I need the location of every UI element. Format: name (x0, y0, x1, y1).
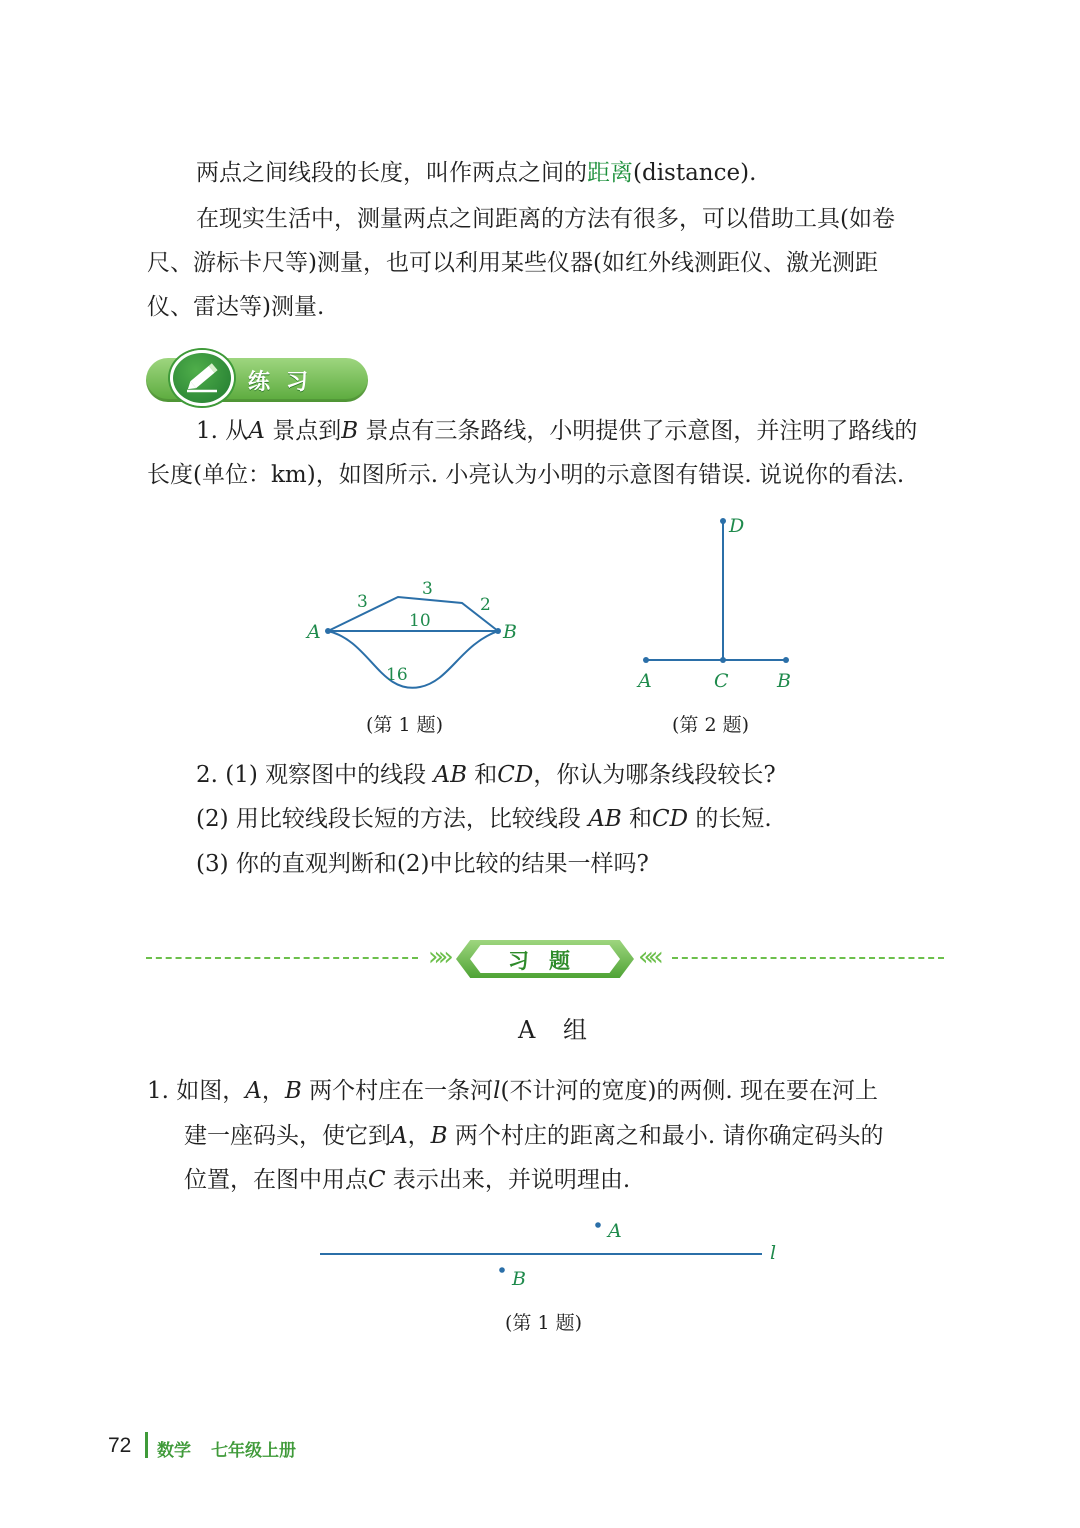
segment-label: AB (588, 806, 622, 832)
label-a: A (307, 621, 321, 643)
practice-q1-line2: 长度(单位：km)，如图所示. 小亮认为小明的示意图有错误. 说说你的看法. (147, 462, 905, 488)
text: 1. 从 (196, 418, 249, 444)
text: 1. 如图， (147, 1078, 246, 1104)
page-number: 72 (108, 1434, 132, 1457)
segment-label: CD (497, 762, 534, 788)
practice-q2-part1 (196, 760, 776, 790)
divider-left (146, 957, 418, 959)
footer-book-title: 七年级上册 (211, 1441, 296, 1461)
paragraph-line-1: 在现实生活中，测量两点之间距离的方法有很多，可以借助工具(如卷 (196, 206, 895, 232)
text: 表示出来，并说明理由. (385, 1167, 631, 1193)
pencil-icon (170, 350, 234, 406)
village-a-dot (595, 1222, 601, 1228)
point-a-dot (325, 628, 331, 634)
text: 位置，在图中用点 (184, 1167, 368, 1193)
footer-subject: 数学 (157, 1441, 191, 1461)
text: ，你认为哪条线段较长? (533, 762, 776, 788)
practice-q2-part3: (3) 你的直观判断和(2)中比较的结果一样吗? (196, 851, 649, 877)
label-b: B (512, 1268, 526, 1290)
point-b-dot (495, 628, 501, 634)
label-c: C (714, 670, 729, 692)
figure-river (310, 1212, 800, 1297)
figure-routes (290, 565, 540, 700)
paragraph-line-2: 尺、游标卡尺等)测量，也可以利用某些仪器(如红外线测距仪、激光测距 (147, 250, 878, 276)
segment-label: CD (652, 806, 689, 832)
length-seg2: 3 (422, 579, 433, 599)
definition-english: (distance). (633, 160, 757, 186)
key-term-distance: 距离 (587, 160, 633, 186)
text: 和 (621, 806, 653, 832)
text: 景点有三条路线，小明提供了示意图，并注明了路线的 (358, 418, 918, 444)
label-l: l (770, 1242, 777, 1264)
length-curve: 16 (386, 665, 408, 685)
route-curve (328, 631, 498, 688)
text: 两个村庄在一条河 (301, 1078, 494, 1104)
label-b: B (503, 621, 517, 643)
text: 建一座码头，使它到 (184, 1123, 391, 1149)
paragraph-line-3: 仪、雷达等)测量. (147, 294, 325, 320)
exercise-title: 习题 (508, 949, 590, 973)
divider-right (672, 957, 944, 959)
group-title: A 组 (518, 1016, 597, 1044)
exercise-q1-line3 (184, 1165, 630, 1195)
practice-title: 练习 (248, 370, 325, 395)
definition-text: 两点之间线段的长度，叫作两点之间的 (196, 160, 587, 186)
point-c-dot (720, 657, 726, 663)
point-label: B (284, 1078, 302, 1104)
label-a: A (608, 1220, 622, 1242)
point-label: B (341, 418, 359, 444)
text: 和 (466, 762, 498, 788)
footer-divider (145, 1432, 148, 1458)
point-d-dot (720, 518, 726, 524)
text: 的长短. (688, 806, 772, 832)
text: ， (407, 1123, 431, 1149)
length-straight: 10 (409, 611, 431, 631)
practice-q2-part2 (196, 804, 772, 834)
length-seg1: 3 (357, 592, 368, 612)
text: ， (261, 1078, 285, 1104)
label-d: D (729, 515, 745, 537)
point-label: A (391, 1123, 408, 1149)
point-label: B (430, 1123, 448, 1149)
length-seg3: 2 (480, 595, 491, 615)
exercise-figure-caption: (第 1 题) (505, 1312, 582, 1334)
exercise-q1-line2 (184, 1121, 883, 1151)
point-label: A (245, 1078, 262, 1104)
text: 景点到 (264, 418, 342, 444)
practice-q1-line1 (196, 416, 917, 446)
distance-definition (196, 158, 756, 188)
text: 两个村庄的距离之和最小. 请你确定码头的 (447, 1123, 884, 1149)
point-label: A (248, 418, 265, 444)
chevron-left-icon: «« (638, 942, 658, 972)
segment-label: AB (433, 762, 467, 788)
text: 2. (1) 观察图中的线段 (196, 762, 427, 788)
text: (不计河的宽度)的两侧. 现在要在河上 (500, 1078, 879, 1104)
point-label: C (368, 1167, 386, 1193)
exercise-q1-line1 (147, 1076, 878, 1106)
chevron-right-icon: »» (428, 942, 448, 972)
label-b: B (777, 670, 791, 692)
figure-segments (630, 508, 810, 693)
label-a: A (638, 670, 652, 692)
point-a-dot (643, 657, 649, 663)
line-label: l (493, 1078, 501, 1104)
point-b-dot (783, 657, 789, 663)
text: (2) 用比较线段长短的方法，比较线段 (196, 806, 581, 832)
village-b-dot (499, 1267, 505, 1273)
figure2-caption: (第 2 题) (672, 714, 749, 736)
figure1-caption: (第 1 题) (366, 714, 443, 736)
